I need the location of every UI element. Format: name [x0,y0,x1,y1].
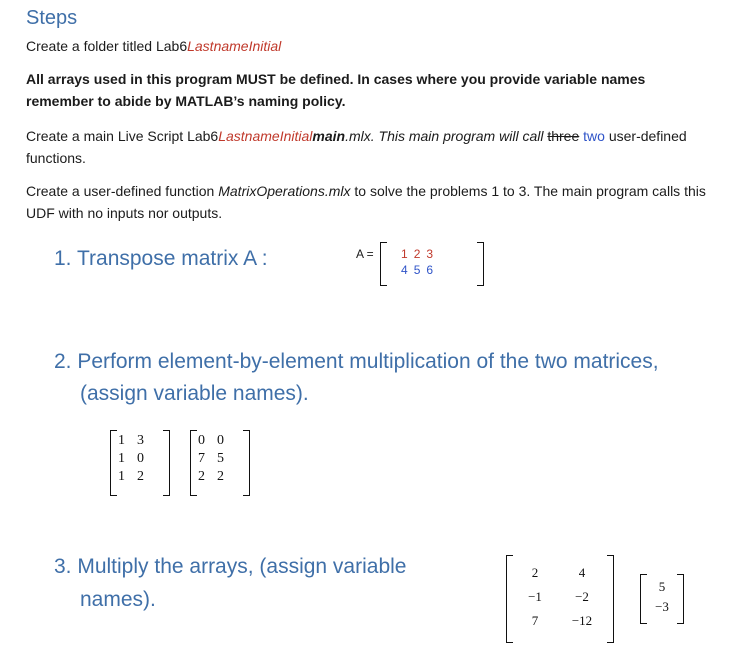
matrix-b1 [110,430,170,496]
matrix-cell: 7 [198,451,205,466]
folder-instruction [26,35,716,57]
matrix-a-cell: 1 [401,247,408,261]
step3-label-line1: 3. Multiply the arrays, (assign variable [54,555,407,578]
step2-label-line2: (assign variable names). [80,382,309,405]
matrix-cell: 0 [137,451,144,466]
matrix-cell: 2 [137,469,144,484]
matrix-a-label: A = [356,247,374,261]
matrix-a-cell: 6 [426,263,434,277]
udf-text-a: Create a user-defined function [26,183,219,199]
folder-name-placeholder: LastnameInitial [187,38,282,54]
matrix-a-cell: 4 [401,263,408,277]
main-text-a: Create a main Live Script Lab6 [26,128,219,144]
main-script-instruction [26,125,696,169]
matrix-cell: 1 [118,469,125,484]
struck-word: three [547,128,580,144]
matrix-cell: −1 [528,589,542,604]
main-name-placeholder: LastnameInitial [218,128,313,144]
inserted-word: two [583,128,605,144]
matrix-cell: 2 [531,565,539,580]
matrix-c1 [506,555,614,643]
step3-label-line2: names). [80,588,156,611]
matrix-cell: 2 [198,469,205,484]
matrix-cell: 4 [578,565,586,580]
matrix-cell: 0 [198,433,205,448]
matrix-cell: 1 [118,451,125,466]
main-text-g: user-defined functions. [26,128,687,166]
udf-instruction [26,180,716,224]
matrix-cell: 7 [531,613,539,628]
matrix-cell: −12 [571,613,593,628]
folder-text: Create a folder titled Lab6 [26,38,188,54]
matrix-cell: 2 [217,469,224,484]
matrix-cell: 3 [137,433,144,448]
matrix-a [380,242,484,286]
matrix-cell: 0 [217,433,224,448]
step1-label: 1. Transpose matrix A : [54,247,268,270]
matrix-b2 [190,430,250,496]
step2-label-line1: 2. Perform element-by-element multiplication of the two matrices, [54,350,659,373]
matrix-cell: 1 [118,433,125,448]
matrix-cell: 5 [217,451,224,466]
udf-filename: MatrixOperations.mlx [218,183,351,199]
main-text-d: .mlx. This main program will call [345,128,548,144]
matrix-cell: −3 [655,599,669,614]
steps-heading: Steps [26,7,78,29]
udf-text-c: to solve the problems 1 to 3. The main program calls this UDF with no inputs nor outputs. [26,183,706,221]
arrays-policy-note: All arrays used in this program MUST be defined. In cases where you provide variable names remember to abide by MATLAB’s naming policy. [26,71,646,109]
matrix-cell: 5 [658,579,666,594]
matrix-cell: −2 [575,589,589,604]
matrix-a-cell: 5 [413,263,421,277]
matrix-a-cell: 2 [413,247,421,261]
matrix-a-cell: 3 [426,247,434,261]
main-suffix: main [312,128,346,144]
matrix-c2 [640,574,684,624]
